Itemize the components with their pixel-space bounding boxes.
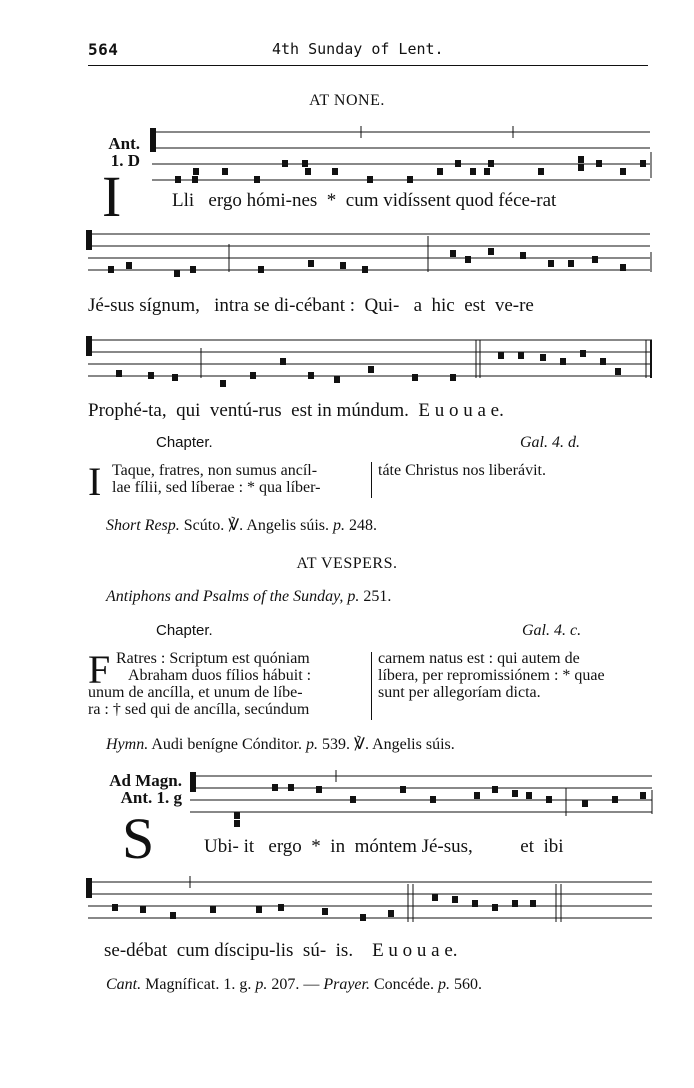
- drop-cap-initial-S: S: [122, 806, 155, 871]
- c-clef: [86, 336, 92, 356]
- chapter-col-1-first: [116, 650, 311, 684]
- canticle-label: Cant.: [106, 976, 142, 993]
- magnificat-lyric-line-2: se-débat cum díscipu-lis sú- is. E u o u a e.: [104, 940, 458, 961]
- column-divider: [371, 462, 372, 498]
- drop-cap-initial-I: I: [102, 164, 122, 229]
- neumes-none-3: [116, 350, 621, 387]
- page-ref-number: 251.: [363, 588, 392, 605]
- chapter-col-2-line: líbera, per repromissiónem : * quae: [378, 667, 605, 684]
- chapter-col-1: [112, 462, 320, 496]
- hymn-text: Audi benígne Cónditor.: [151, 736, 302, 753]
- section-title-none: AT NONE.: [309, 92, 385, 109]
- canticle-text: Magníficat.: [145, 976, 220, 993]
- staff-none-2: [0, 222, 694, 292]
- separator-dash: —: [303, 976, 320, 993]
- magnificat-lyric-line-1: Ubi- it ergo * in móntem Jé-sus, et ibi: [204, 836, 564, 857]
- chapter-drop-cap: I: [88, 459, 102, 504]
- chapter-col-1-line: Ratres : Scriptum est quóniam: [116, 650, 310, 667]
- page-ref-number: 539.: [322, 736, 350, 753]
- mode-line-1: Ad Magn.: [109, 771, 182, 790]
- page-number: 564: [88, 40, 119, 59]
- c-clef: [150, 128, 156, 152]
- header-rule: [88, 65, 648, 66]
- chapter-col-2-line: carnem natus est : qui autem de: [378, 650, 580, 667]
- chapter-reference: Gal. 4. d.: [520, 434, 580, 451]
- page-ref-number: 207.: [271, 976, 300, 993]
- short-resp-text: Scúto.: [183, 517, 225, 534]
- page-ref-label: p.: [332, 517, 345, 534]
- chapter-col-2-line: sunt per allegoríam dicta.: [378, 684, 541, 701]
- c-clef: [86, 230, 92, 250]
- mode-line-2: 1. D: [110, 151, 140, 170]
- page-ref-label: p.: [437, 976, 450, 993]
- chapter-col-2: [378, 650, 605, 701]
- running-title: 4th Sunday of Lent.: [272, 40, 444, 58]
- lyric-line-2: Jé-sus sígnum, intra se di-cébant : Qui- a hic est ve-re: [88, 295, 534, 316]
- prayer-text: Concéde.: [373, 976, 434, 993]
- versicle-icon: ℣.: [228, 517, 244, 534]
- hymn-label: Hymn.: [106, 736, 149, 753]
- antiphons-line: [106, 588, 391, 606]
- chapter-col-1-line: Taque, fratres, non sumus ancíl-: [112, 462, 318, 479]
- prayer-label: Prayer.: [323, 976, 370, 993]
- lyric-line-3: Prophé-ta, qui ventú-rus est in múndum. E u o u a e.: [88, 400, 504, 421]
- column-divider: [371, 652, 372, 720]
- chapter-reference: Gal. 4. c.: [522, 622, 582, 639]
- versicle-icon: ℣.: [354, 736, 369, 753]
- hymn-verse: Angelis súis.: [372, 736, 455, 753]
- chapter-col-1-line: unum de ancílla, et unum de líbe-: [88, 684, 303, 701]
- short-responsory-line: [106, 515, 377, 535]
- chapter-col-2-line: táte Christus nos liberávit.: [378, 462, 546, 479]
- chapter-drop-cap: F: [88, 647, 111, 692]
- lyric-line-1: Lli ergo hómi-nes * cum vidíssent quod féce-rat: [172, 190, 557, 211]
- antiphons-text: Antiphons and Psalms of the Sunday,: [106, 588, 344, 605]
- short-resp-verse: Angelis súis.: [246, 517, 329, 534]
- short-resp-label: Short Resp.: [106, 517, 180, 534]
- chapter-col-2: [378, 462, 546, 479]
- hymn-line: [106, 734, 455, 754]
- neumes-none-2: [108, 248, 626, 277]
- page-ref-label: p.: [255, 976, 268, 993]
- chapter-col-1-line: lae fílii, sed líberae : * qua líber-: [112, 479, 321, 496]
- chapter-label: Chapter.: [156, 622, 213, 639]
- canticle-prayer-line: [106, 976, 482, 994]
- c-clef: [86, 878, 92, 898]
- c-clef: [190, 772, 196, 792]
- page-ref-label: p.: [347, 588, 360, 605]
- neumes-none-1: [175, 156, 646, 183]
- page-ref-number: 560.: [453, 976, 482, 993]
- staff-magnificat-2: [0, 870, 694, 930]
- mode-line-2: Ant. 1. g: [120, 788, 182, 807]
- neumes-magnificat-2: [112, 894, 536, 921]
- page-ref-label: p.: [306, 736, 318, 753]
- staff-none-3: [0, 328, 694, 398]
- chapter-col-1-line: ra : † sed qui de ancílla, secúndum: [88, 701, 310, 718]
- chapter-col-1-line: Abraham duos fílios hábuit :: [128, 667, 312, 684]
- page-ref-number: 248.: [348, 517, 377, 534]
- canticle-mode: 1. g.: [223, 976, 252, 993]
- neumes-magnificat-1: [234, 784, 646, 827]
- chapter-label: Chapter.: [156, 434, 213, 451]
- section-title-vespers: AT VESPERS.: [296, 555, 398, 572]
- staff-magnificat-1: [0, 762, 694, 842]
- chapter-col-1-rest: [88, 684, 309, 718]
- mode-line-1: Ant.: [108, 134, 140, 153]
